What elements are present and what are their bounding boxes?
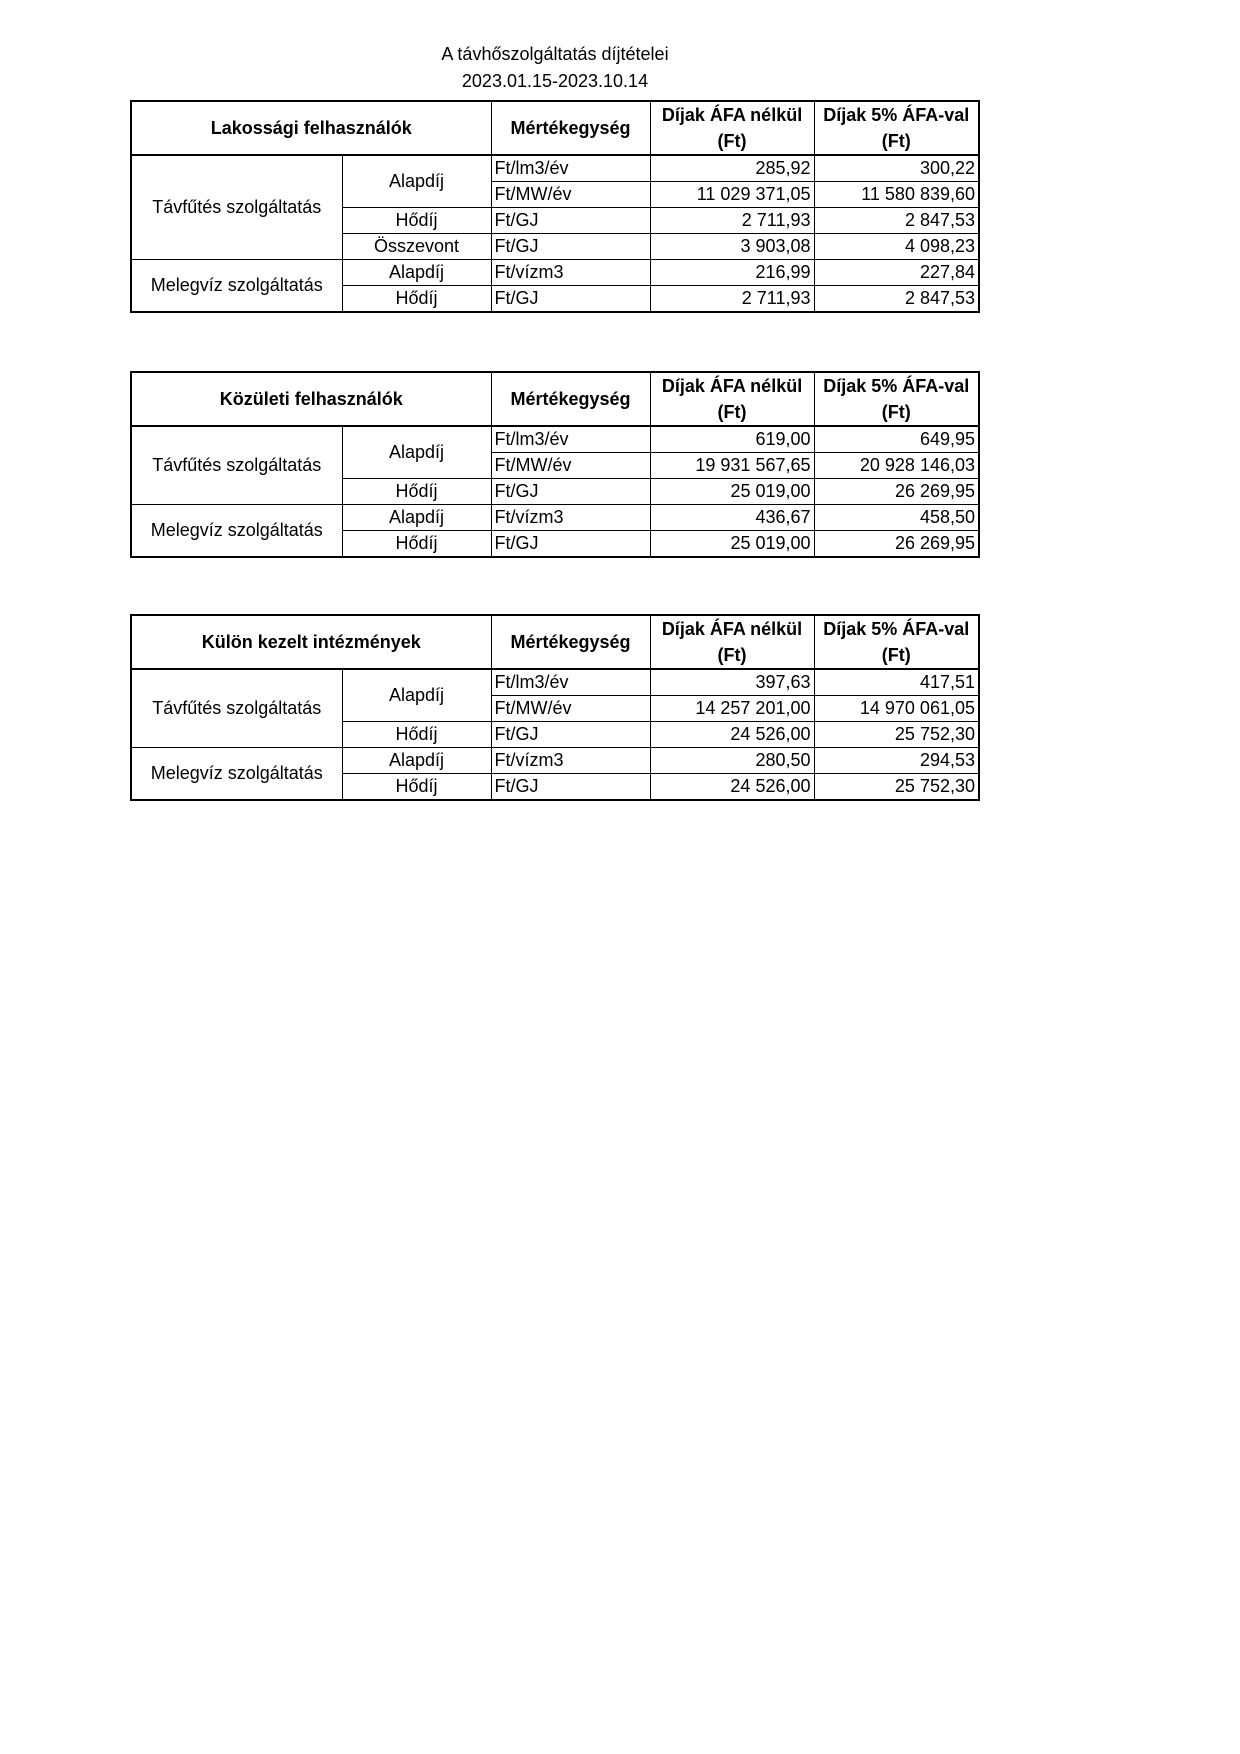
unit-cell: Ft/MW/év xyxy=(491,182,650,208)
unit-cell: Ft/MW/év xyxy=(491,696,650,722)
gross-cell: 11 580 839,60 xyxy=(814,182,979,208)
net-cell: 2 711,93 xyxy=(650,208,814,234)
table-header-row xyxy=(131,615,979,669)
net-cell: 216,99 xyxy=(650,260,814,286)
document-title: A távhőszolgáltatás díjtételei xyxy=(441,44,669,64)
net-cell: 25 019,00 xyxy=(650,479,814,505)
fee-type-cell: Alapdíj xyxy=(342,505,491,531)
gross-header: Díjak 5% ÁFA-val (Ft) xyxy=(814,101,979,155)
unit-cell: Ft/MW/év xyxy=(491,453,650,479)
gross-cell: 2 847,53 xyxy=(814,286,979,313)
category-cell: Távfűtés szolgáltatás xyxy=(131,669,342,748)
gross-cell: 26 269,95 xyxy=(814,479,979,505)
unit-cell: Ft/vízm3 xyxy=(491,505,650,531)
gross-header: Díjak 5% ÁFA-val (Ft) xyxy=(814,615,979,669)
table-row xyxy=(131,669,979,696)
fee-type-cell: Alapdíj xyxy=(342,748,491,774)
unit-cell: Ft/GJ xyxy=(491,234,650,260)
gross-cell: 2 847,53 xyxy=(814,208,979,234)
table-row xyxy=(131,505,979,531)
gross-cell: 25 752,30 xyxy=(814,774,979,801)
gross-cell: 417,51 xyxy=(814,669,979,696)
fee-type-cell: Alapdíj xyxy=(342,426,491,479)
unit-header: Mértékegység xyxy=(491,101,650,155)
gross-cell: 26 269,95 xyxy=(814,531,979,558)
fee-type-cell: Hődíj xyxy=(342,722,491,748)
gross-cell: 294,53 xyxy=(814,748,979,774)
unit-cell: Ft/GJ xyxy=(491,479,650,505)
unit-cell: Ft/vízm3 xyxy=(491,748,650,774)
net-cell: 3 903,08 xyxy=(650,234,814,260)
net-header: Díjak ÁFA nélkül (Ft) xyxy=(650,372,814,426)
gross-cell: 4 098,23 xyxy=(814,234,979,260)
category-cell: Távfűtés szolgáltatás xyxy=(131,426,342,505)
fee-type-cell: Hődíj xyxy=(342,531,491,558)
gross-cell: 458,50 xyxy=(814,505,979,531)
net-cell: 285,92 xyxy=(650,155,814,182)
category-cell: Melegvíz szolgáltatás xyxy=(131,748,342,801)
net-cell: 19 931 567,65 xyxy=(650,453,814,479)
net-cell: 24 526,00 xyxy=(650,722,814,748)
table-header-row xyxy=(131,372,979,426)
unit-cell: Ft/GJ xyxy=(491,774,650,801)
fee-type-cell: Alapdíj xyxy=(342,669,491,722)
unit-cell: Ft/GJ xyxy=(491,286,650,313)
net-cell: 397,63 xyxy=(650,669,814,696)
gross-cell: 20 928 146,03 xyxy=(814,453,979,479)
category-cell: Távfűtés szolgáltatás xyxy=(131,155,342,260)
net-header: Díjak ÁFA nélkül (Ft) xyxy=(650,615,814,669)
fee-type-cell: Összevont xyxy=(342,234,491,260)
document-period: 2023.01.15-2023.10.14 xyxy=(461,71,649,91)
fee-type-cell: Hődíj xyxy=(342,774,491,801)
table-row xyxy=(131,426,979,453)
category-cell: Melegvíz szolgáltatás xyxy=(131,260,342,313)
table-row xyxy=(131,155,979,182)
table-row xyxy=(131,748,979,774)
net-header: Díjak ÁFA nélkül (Ft) xyxy=(650,101,814,155)
tariff-table-residential xyxy=(130,100,980,313)
unit-cell: Ft/GJ xyxy=(491,722,650,748)
unit-cell: Ft/lm3/év xyxy=(491,669,650,696)
fee-type-cell: Hődíj xyxy=(342,479,491,505)
net-cell: 14 257 201,00 xyxy=(650,696,814,722)
gross-cell: 14 970 061,05 xyxy=(814,696,979,722)
unit-cell: Ft/vízm3 xyxy=(491,260,650,286)
group-header: Külön kezelt intézmények xyxy=(131,615,491,669)
fee-type-cell: Hődíj xyxy=(342,286,491,313)
unit-header: Mértékegység xyxy=(491,615,650,669)
unit-header: Mértékegység xyxy=(491,372,650,426)
gross-cell: 25 752,30 xyxy=(814,722,979,748)
gross-cell: 227,84 xyxy=(814,260,979,286)
gross-header: Díjak 5% ÁFA-val (Ft) xyxy=(814,372,979,426)
table-row xyxy=(131,260,979,286)
category-cell: Melegvíz szolgáltatás xyxy=(131,505,342,558)
net-cell: 25 019,00 xyxy=(650,531,814,558)
table-header-row xyxy=(131,101,979,155)
gross-cell: 300,22 xyxy=(814,155,979,182)
unit-cell: Ft/lm3/év xyxy=(491,155,650,182)
net-cell: 436,67 xyxy=(650,505,814,531)
gross-cell: 649,95 xyxy=(814,426,979,453)
fee-type-cell: Alapdíj xyxy=(342,155,491,208)
unit-cell: Ft/lm3/év xyxy=(491,426,650,453)
unit-cell: Ft/GJ xyxy=(491,208,650,234)
net-cell: 280,50 xyxy=(650,748,814,774)
net-cell: 24 526,00 xyxy=(650,774,814,801)
net-cell: 2 711,93 xyxy=(650,286,814,313)
tariff-table-public xyxy=(130,371,980,558)
net-cell: 11 029 371,05 xyxy=(650,182,814,208)
fee-type-cell: Hődíj xyxy=(342,208,491,234)
unit-cell: Ft/GJ xyxy=(491,531,650,558)
group-header: Közületi felhasználók xyxy=(131,372,491,426)
group-header: Lakossági felhasználók xyxy=(131,101,491,155)
net-cell: 619,00 xyxy=(650,426,814,453)
tariff-table-institutions xyxy=(130,614,980,801)
fee-type-cell: Alapdíj xyxy=(342,260,491,286)
